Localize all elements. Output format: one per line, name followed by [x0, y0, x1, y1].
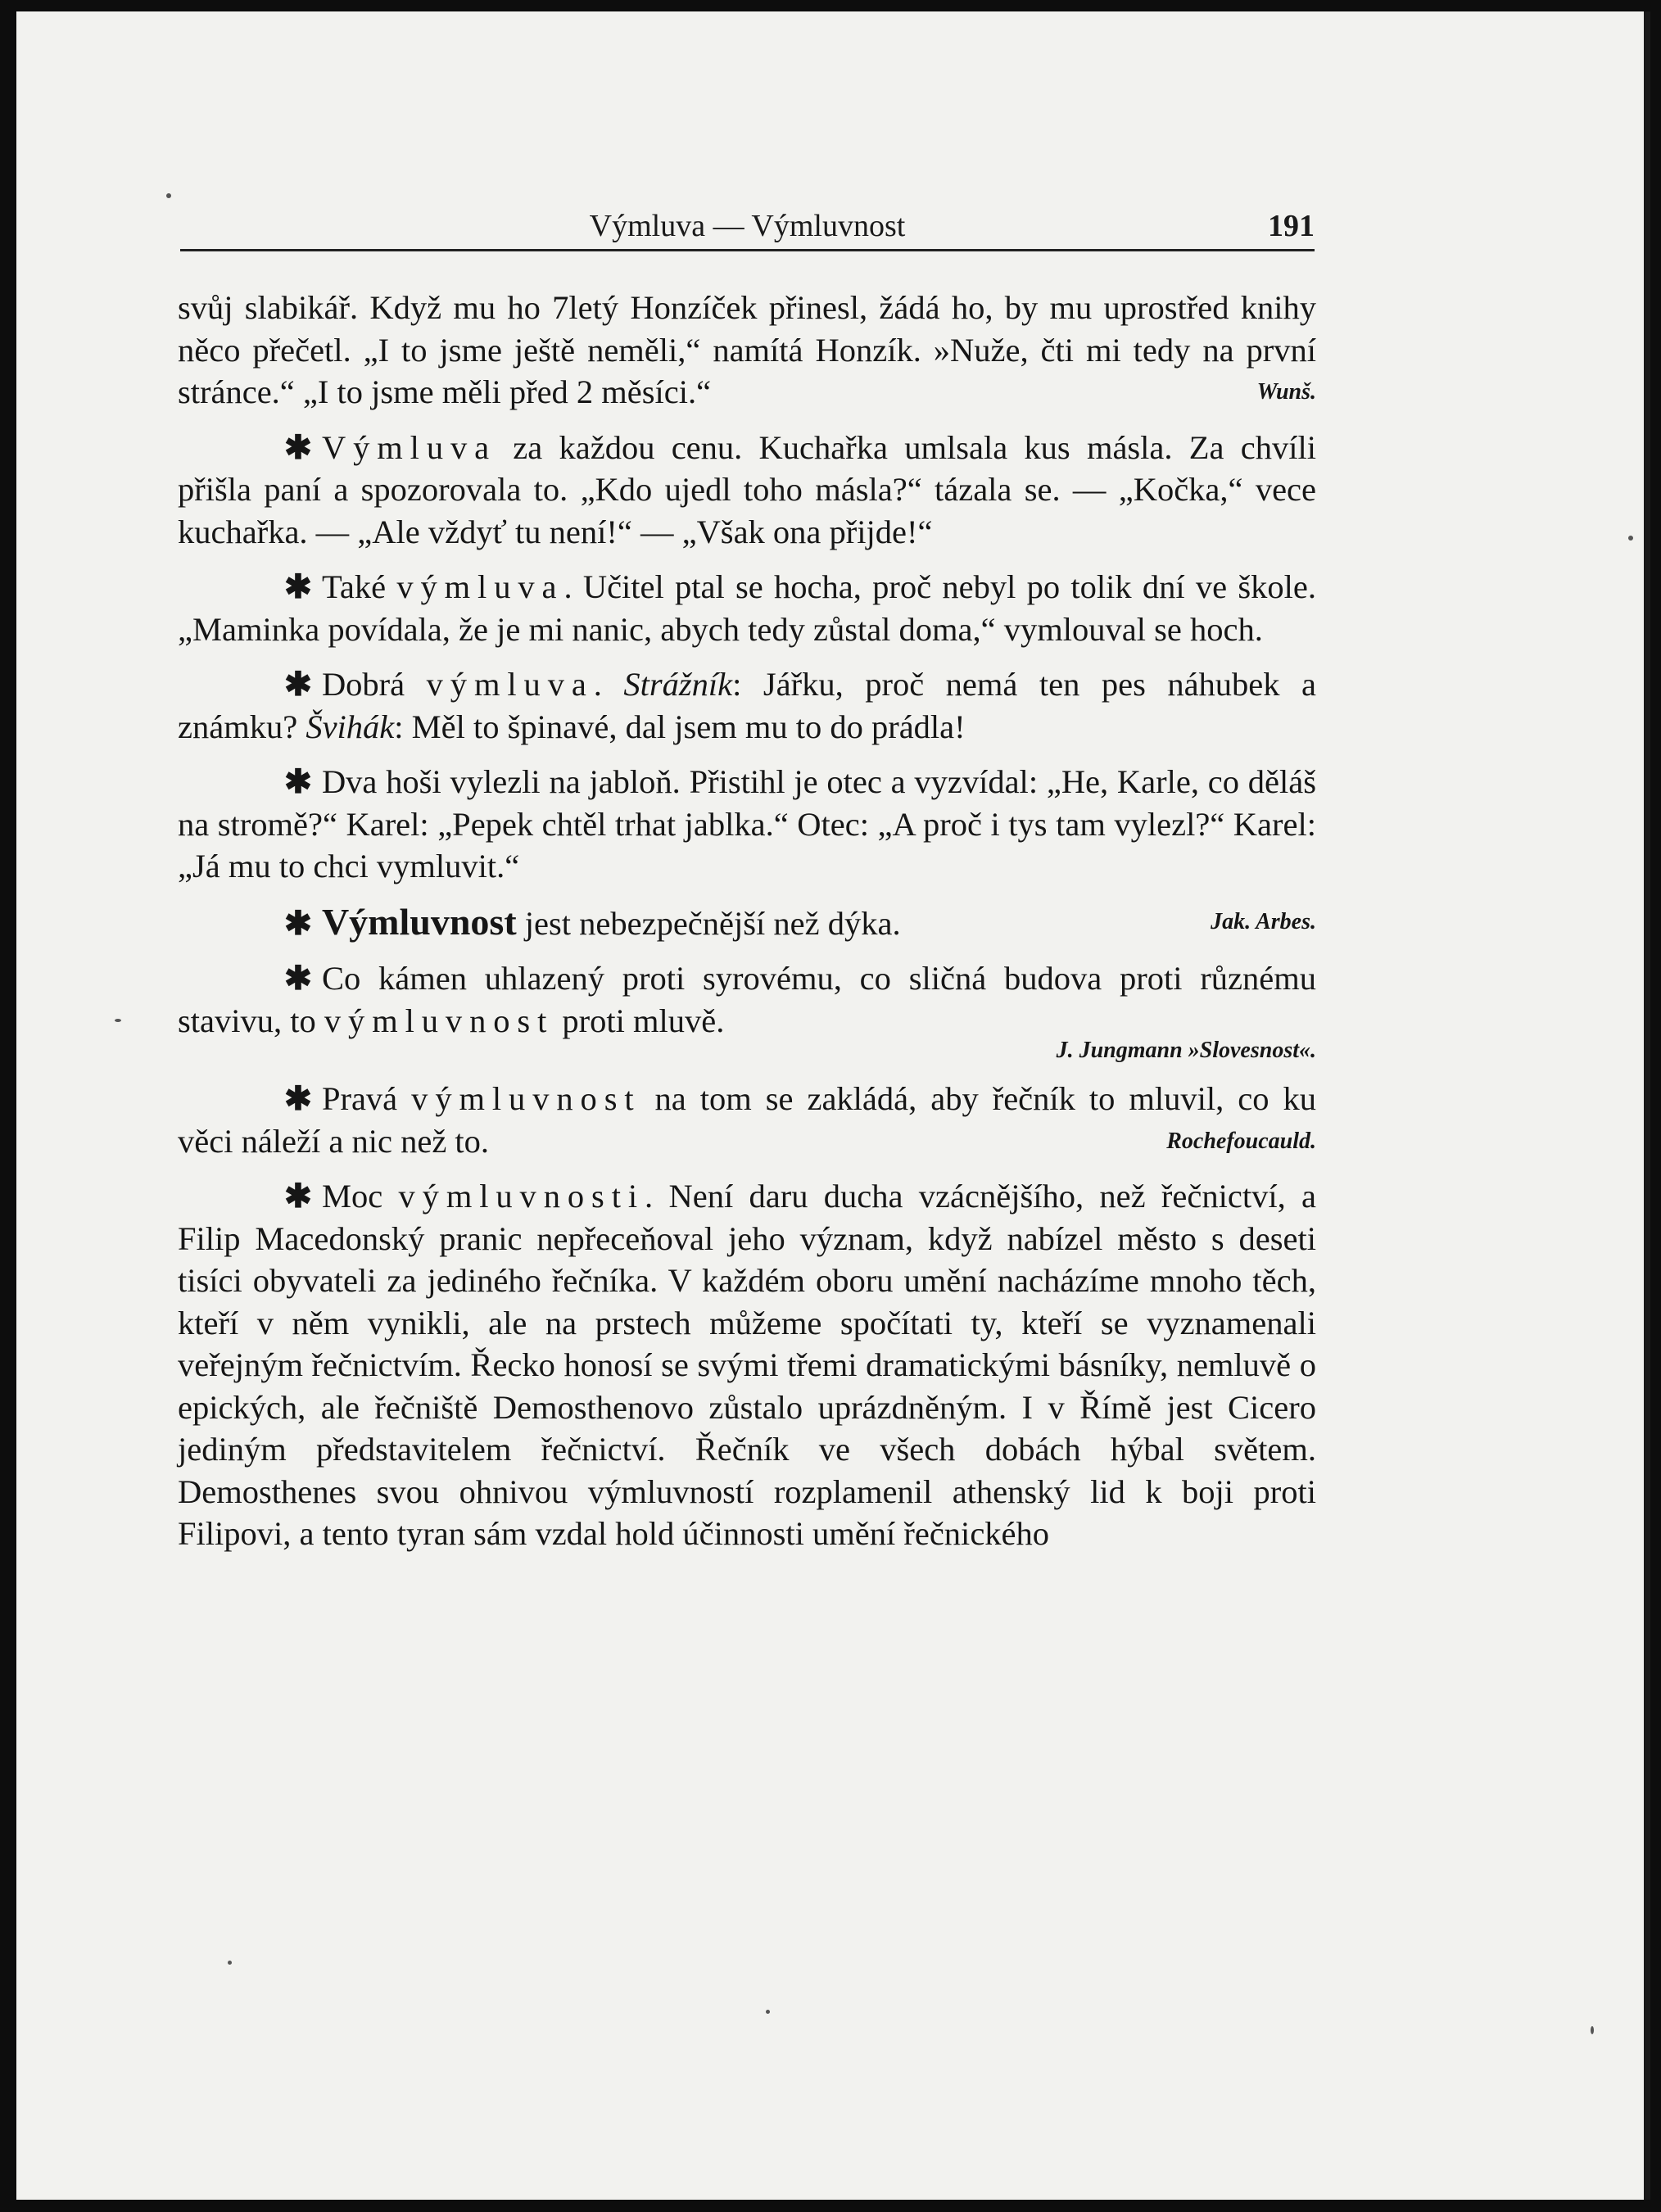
entry-4-line-2: : Měl to špinavé, dal jsem mu to do prádla!	[394, 708, 966, 745]
running-title: Výmluva — Výmluvnost	[589, 209, 906, 243]
entry-5	[178, 761, 1316, 888]
entry-3-before: Také	[321, 568, 397, 605]
asterisk-icon: ✱	[284, 904, 312, 942]
entry-6-lead: Výmluvnost	[321, 900, 517, 943]
entry-1	[178, 287, 1316, 414]
entry-8-before: Pravá	[321, 1080, 412, 1117]
entry-4-text: .	[593, 666, 624, 703]
entry-6-text: jest nebezpečnější než dýka.	[516, 904, 901, 942]
entry-4-line-1: : Jářku, proč nemá ten pes náhubek a známku?	[178, 666, 1316, 745]
entry-4-before: Dobrá	[321, 666, 427, 703]
asterisk-icon: ✱	[284, 763, 312, 800]
entry-1-text: svůj slabikář. Když mu ho 7letý Honzíček přinesl, žádá ho, by mu uprostřed knihy něco přečetl. „I to jsme ještě neměli,“ namítá Honzík. »Nuže, čti mi tedy na první stránce.“ „I to jsme měli před 2 měsíci.“	[178, 289, 1316, 410]
entry-6-attribution: Jak. Arbes.	[1211, 908, 1316, 934]
asterisk-icon: ✱	[284, 960, 312, 997]
entry-9-text: . Není daru ducha vzácnějšího, než řečnictví, a Filip Macedonský pranic nepřeceňoval jeho význam, když nabízel město s deseti tisíci obyvateli za jediného řečníka. V každém oboru umění nacházíme mnoho těch, kteří v něm vynikli, ale na prstech můžeme spočítati ty, kteří se vyznamenali veřejným řečnictvím. Řecko honosí se svými třemi dramatickými básníky, nemluvě o epických, ale řečniště Demosthenovo zůstalo uprázdněným. I v Římě jest Cicero jediným představitelem řečnictví. Řečník ve všech dobách hýbal světem. Demosthenes svou ohnivou výmluvností rozplamenil athenský lid k boji proti Filipovi, a tento tyran sám vzdal hold účinnosti umění řečnického	[178, 1178, 1316, 1552]
asterisk-icon: ✱	[284, 568, 312, 605]
entry-4-speaker-2: Švihák	[305, 708, 395, 745]
entry-1-attribution: Wunš.	[1256, 379, 1316, 405]
entry-7	[178, 957, 1316, 1042]
scan-speck	[766, 2010, 770, 2014]
scan-speck	[1591, 2026, 1594, 2034]
entry-6	[178, 901, 1316, 945]
entry-7-attribution: J. Jungmann »Slovesnost«.	[1056, 1038, 1316, 1063]
entry-2-text: za každou cenu. Kuchařka umlsala kus másla. Za chvíli přišla paní a spozorovala to. „Kdo ujedl toho másla?“ tázala se. — „Kočka,“ vece kuchařka. — „Ale vždyť tu není!“ — „Však ona přijde!“	[178, 428, 1316, 550]
page-number: 191	[1268, 209, 1315, 243]
entry-4-spaced: výmluva	[426, 666, 594, 703]
scan-speck	[228, 1961, 232, 1965]
entry-7-spaced: výmluvnost	[324, 1002, 554, 1039]
entry-3-spaced: výmluva	[396, 568, 564, 605]
entry-9-before: Moc	[321, 1178, 399, 1215]
asterisk-icon: ✱	[284, 666, 312, 703]
scan-speck	[115, 1019, 121, 1022]
entry-9-spaced: výmluvnosti	[398, 1178, 645, 1215]
entry-3-text: . Učitel ptal se hocha, proč nebyl po tolik dní ve škole. „Maminka povídala, že je mi nanic, abych tedy zůstal doma,“ vymlouval se hoch.	[178, 568, 1316, 648]
entry-7-text: proti mluvě.	[554, 1002, 725, 1039]
entry-8-attribution: Rochefoucauld.	[1166, 1128, 1316, 1154]
scan-speck	[1628, 536, 1633, 541]
entry-7-before: Co kámen uhlazený proti syrovému, co sličná budova proti různému stavivu, to	[178, 960, 1316, 1039]
entry-3	[178, 566, 1316, 650]
entry-4	[178, 663, 1316, 748]
entry-8-spaced: výmluvnost	[411, 1080, 641, 1117]
body-text	[178, 287, 1316, 1568]
scan-speck	[166, 193, 171, 198]
entry-9	[178, 1175, 1316, 1555]
asterisk-icon: ✱	[284, 428, 312, 466]
entry-8	[178, 1078, 1316, 1162]
entry-5-text: Dva hoši vylezli na jabloň. Přistihl je otec a vyzvídal: „He, Karle, co děláš na stromě?“ Karel: „Pepek chtěl trhat jablka.“ Otec: „A proč i tys tam vylezl?“ Karel: „Já mu to chci vymluvit.“	[178, 763, 1316, 884]
page-header	[180, 208, 1315, 251]
entry-4-speaker-1: Strážník	[623, 666, 733, 703]
entry-8-text: na tom se zakládá, aby řečník to mluvil, co ku věci náleží a nic než to.	[178, 1080, 1317, 1160]
book-page	[16, 11, 1650, 2200]
asterisk-icon: ✱	[284, 1080, 312, 1117]
asterisk-icon: ✱	[284, 1178, 312, 1215]
entry-2	[178, 427, 1316, 554]
entry-2-spaced: Výmluva	[321, 428, 497, 466]
